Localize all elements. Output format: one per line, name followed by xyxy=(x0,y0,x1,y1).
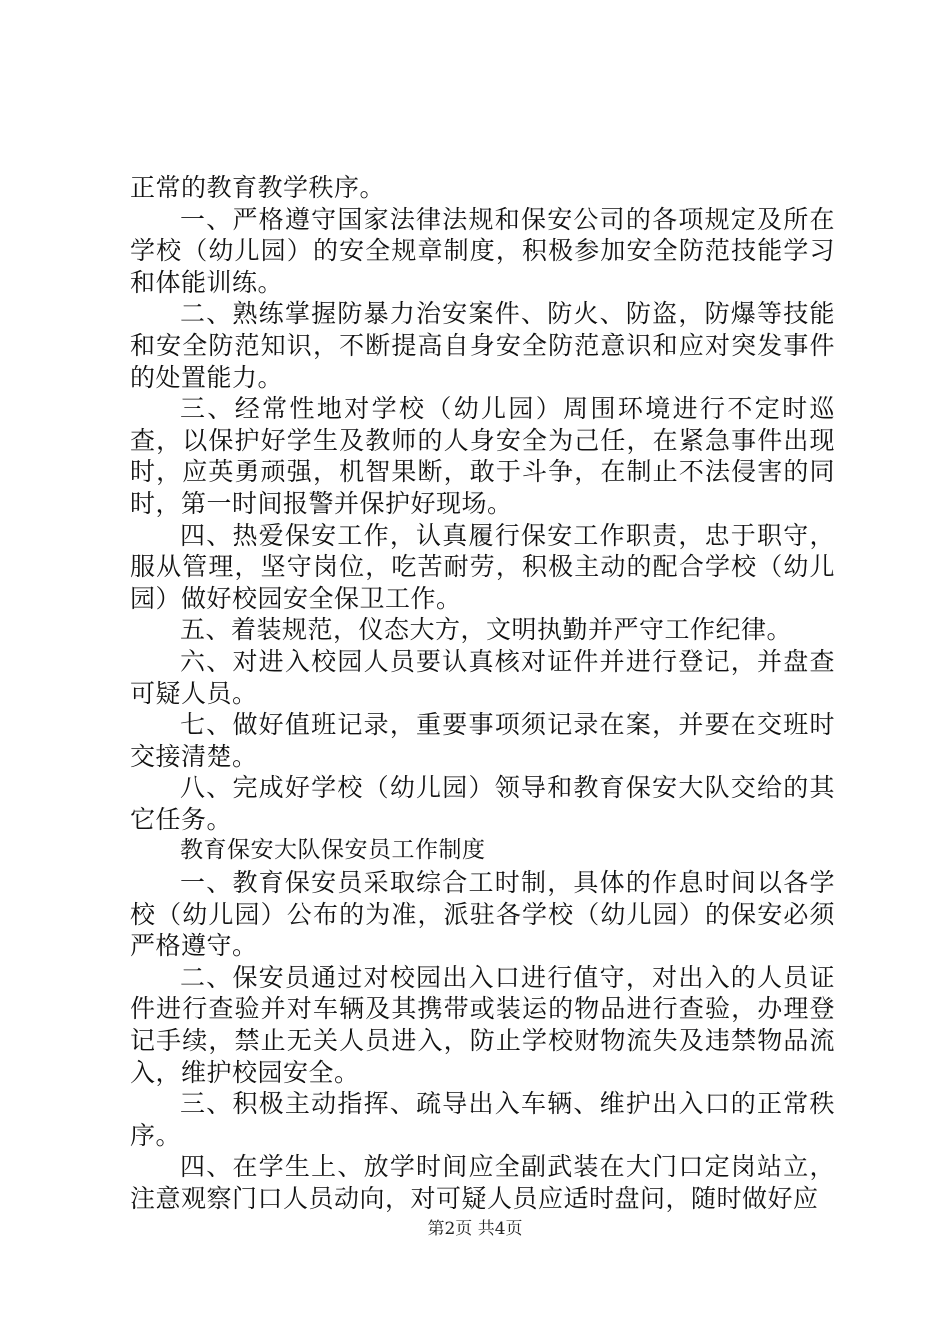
paragraph: 二、保安员通过对校园出入口进行值守，对出入的人员证件进行查验并对车辆及其携带或装运的物品进行查验，办理登记手续，禁止无关人员进入，防止学校财物流失及违禁物品流入，维护校园安全。 xyxy=(130,962,835,1087)
document-body xyxy=(130,172,835,1215)
paragraph: 一、教育保安员采取综合工时制，具体的作息时间以各学校（幼儿园）公布的为准，派驻各学校（幼儿园）的保安必须严格遵守。 xyxy=(130,868,835,961)
paragraph: 七、做好值班记录，重要事项须记录在案，并要在交班时交接清楚。 xyxy=(130,710,835,771)
paragraph: 一、严格遵守国家法律法规和保安公司的各项规定及所在学校（幼儿园）的安全规章制度，积极参加安全防范技能学习和体能训练。 xyxy=(130,204,835,297)
paragraph: 六、对进入校园人员要认真核对证件并进行登记，并盘查可疑人员。 xyxy=(130,646,835,708)
paragraph: 二、熟练掌握防暴力治安案件、防火、防盗，防爆等技能和安全防范知识，不断提高自身安全防范意识和应对突发事件的处置能力。 xyxy=(130,299,835,392)
paragraph: 三、经常性地对学校（幼儿园）周围环境进行不定时巡查，以保护好学生及教师的人身安全为己任，在紧急事件出现时，应英勇顽强，机智果断，敢于斗争，在制止不法侵害的同时，第一时间报警并保护好现场。 xyxy=(130,394,835,518)
paragraph: 五、着装规范，仪态大方，文明执勤并严守工作纪律。 xyxy=(180,615,793,645)
page-number-footer: 第2页 共4页 xyxy=(427,1219,523,1239)
paragraph: 四、在学生上、放学时间应全副武装在大门口定岗站立，注意观察门口人员动向，对可疑人员应适时盘问，随时做好应 xyxy=(130,1152,835,1213)
section-heading: 教育保安大队保安员工作制度 xyxy=(180,837,486,864)
paragraph: 四、热爱保安工作，认真履行保安工作职责，忠于职守，服从管理，坚守岗位，吃苦耐劳，积极主动的配合学校（幼儿园）做好校园安全保卫工作。 xyxy=(130,520,835,613)
paragraph: 正常的教育教学秩序。 xyxy=(130,173,386,202)
paragraph: 三、积极主动指挥、疏导出入车辆、维护出入口的正常秩序。 xyxy=(130,1089,835,1150)
paragraph: 八、完成好学校（幼儿园）领导和教育保安大队交给的其它任务。 xyxy=(130,773,835,834)
